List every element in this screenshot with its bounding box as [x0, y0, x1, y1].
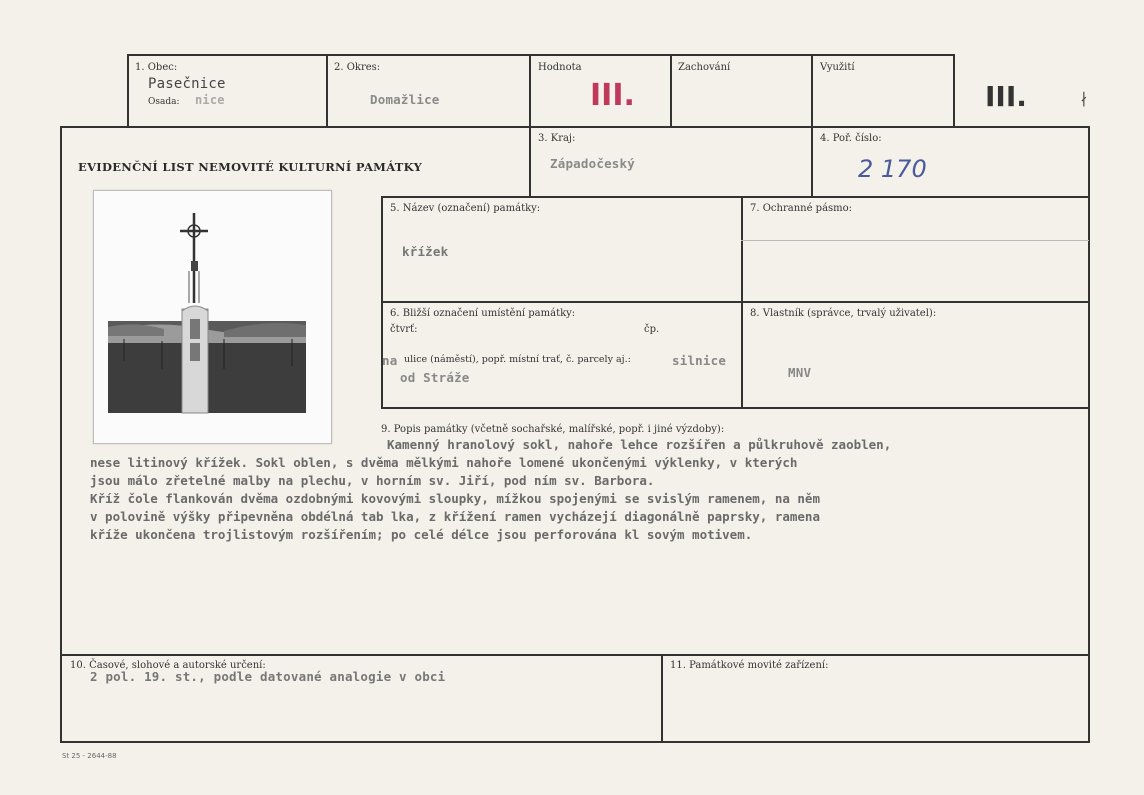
vlastnik-label: 8. Vlastník (správce, trvalý uživatel):: [750, 308, 937, 319]
popis-line: nese litinový křížek. Sokl oblen, s dvěma mělkými nahoře lomené ukončenými výklenky, v kterých: [90, 455, 798, 470]
hodnota-stamp: III.: [590, 78, 635, 113]
urceni-label: 10. Časové, slohové a autorské určení:: [70, 660, 266, 671]
kraj-label: 3. Kraj:: [538, 133, 576, 144]
form-code: St 25 - 2644-88: [62, 752, 117, 760]
monument-photo: [93, 190, 332, 444]
zarizeni-label: 11. Památkové movité zařízení:: [670, 660, 829, 671]
umisteni-value-start: na: [382, 353, 398, 368]
nazev-value: křížek: [402, 244, 449, 259]
popis-label: 9. Popis památky (včetně sochařské, malířské, popř. i jiné výzdoby):: [381, 424, 725, 435]
ctvrt-label: čtvrť:: [390, 324, 418, 335]
umisteni-value-road: silnice: [672, 353, 727, 368]
popis-text: [90, 430, 1080, 544]
kraj-value: Západočeský: [550, 156, 635, 171]
umisteni-value-from: od Stráže: [400, 370, 470, 385]
obec-value: Pasečnice: [148, 76, 226, 92]
por-cislo-value: 2 170: [858, 155, 927, 183]
ochranne-pasmo-label: 7. Ochranné pásmo:: [750, 203, 853, 214]
urceni-value: 2 pol. 19. st., podle datované analogie v obci: [90, 669, 446, 684]
obec-label: 1. Obec:: [135, 62, 178, 73]
vlastnik-value: MNV: [788, 365, 812, 380]
popis-line: jsou málo zřetelné malby na plechu, v horním sv. Jiří, pod ním sv. Barbora.: [90, 473, 655, 488]
osada-value: nice: [195, 93, 225, 107]
cp-label: čp.: [644, 324, 660, 335]
popis-line: kříže ukončena trojlistovým rozšířením; po celé délce jsou perforována kl sovým motivem.: [90, 527, 753, 542]
por-cislo-label: 4. Poř. číslo:: [820, 133, 882, 144]
popis-line: Kříž čole flankován dvěma ozdobnými kovovými sloupky, mížkou spojenými se svislým ramenem, na něm: [90, 491, 820, 506]
wayside-cross-image: [94, 191, 331, 443]
zachovani-label: Zachování: [678, 62, 731, 73]
popis-line: Kamenný hranolový sokl, nahoře lehce rozšířen a půlkruhově zaoblen,: [387, 437, 892, 452]
popis-line: v polovině výšky připevněna obdélná tab lka, z křížení ramen vycházejí diagonálně paprsky, ramena: [90, 509, 820, 524]
ulice-label: ulice (náměstí), popř. místní trať, č. parcely aj.:: [404, 354, 631, 365]
osada-label: Osada:: [148, 97, 180, 107]
form-title: EVIDENČNÍ LIST NEMOVITÉ KULTURNÍ PAMÁTKY: [78, 160, 423, 174]
nazev-label: 5. Název (označení) památky:: [390, 203, 541, 214]
umisteni-label: 6. Bližší označení umístění památky:: [390, 308, 576, 319]
hodnota-label: Hodnota: [538, 62, 582, 73]
vyuziti-label: Využití: [820, 62, 855, 73]
okres-label: 2. Okres:: [334, 62, 381, 73]
okres-value: Domažlice: [370, 92, 440, 107]
corner-value: III.: [985, 80, 1027, 113]
paper-mark-icon: ∤: [1080, 90, 1088, 109]
